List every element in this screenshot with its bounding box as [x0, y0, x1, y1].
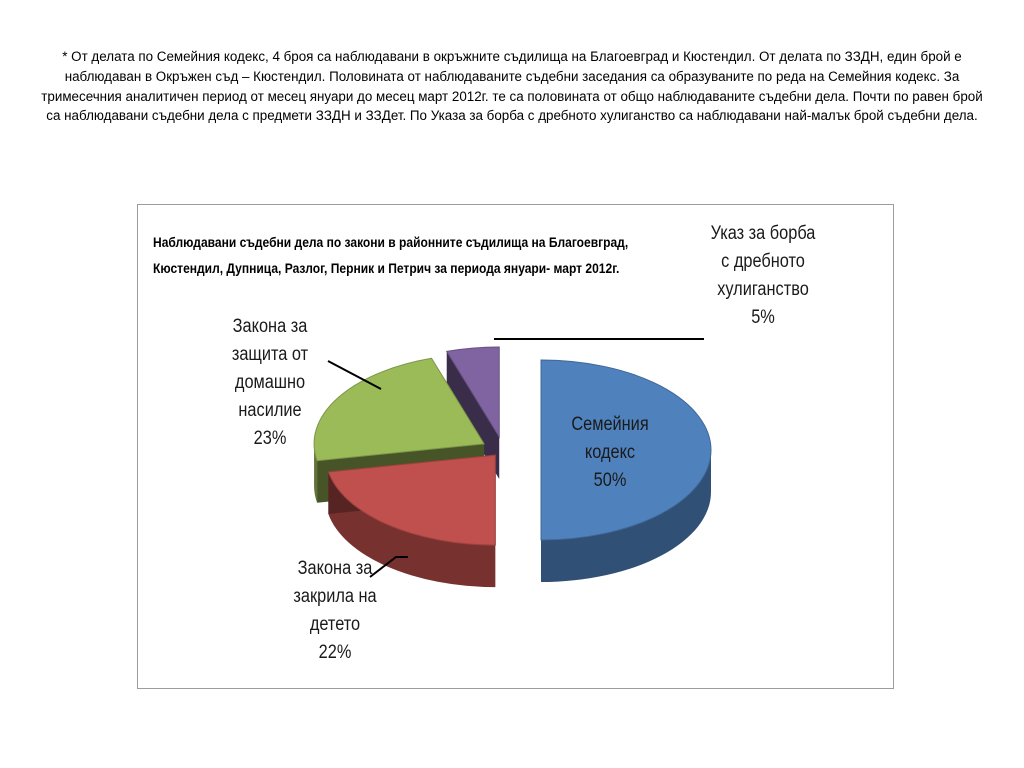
slice-label-child-protection — [288, 555, 383, 667]
slice-label-domestic-violence — [218, 313, 321, 453]
slice-label-name: Закона за закрила на детето — [293, 558, 377, 635]
intro-paragraph: * От делата по Семейния кодекс, 4 броя са наблюдавани в окръжните съдилища на Благоевград и Кюстендил. От делата по ЗЗДН, един брой е наблюдаван в Окръжен съд – Кюстендил. Половината от наблюдаваните съдебни заседания са образуваните по реда на Семейния кодекс. За тримесечния аналитичен период от месец януари до месец март 2012г. те са половината от общо наблюдаваните съдебни дела. Почти по равен брой са наблюдавани съдебни дела с предмети ЗЗДН и ЗЗДет. По Указа за борба с дребното хулиганство са наблюдавани най-малък брой съдебни дела. — [41, 49, 983, 124]
chart-frame — [137, 204, 894, 689]
slice-label-percent: 22% — [318, 642, 352, 663]
slice-label-percent: 23% — [253, 428, 287, 449]
slice-label-hooliganism — [707, 220, 819, 332]
slice-label-name: Указ за борба с дребното хулиганство — [710, 223, 816, 300]
chart-title: Наблюдавани съдебни дела по закони в районните съдилища на Благоевград, Кюстендил, Дупница, Разлог, Перник и Петрич за периода януари- март 2012г. — [153, 234, 629, 276]
slice-label-name: Семейния кодекс — [571, 414, 649, 463]
slice-label-percent: 50% — [593, 470, 627, 491]
slice-label-percent: 5% — [751, 307, 775, 328]
slice-label-family-code — [558, 411, 661, 495]
slice-label-name: Закона за защита от домашно насилие — [231, 316, 309, 421]
